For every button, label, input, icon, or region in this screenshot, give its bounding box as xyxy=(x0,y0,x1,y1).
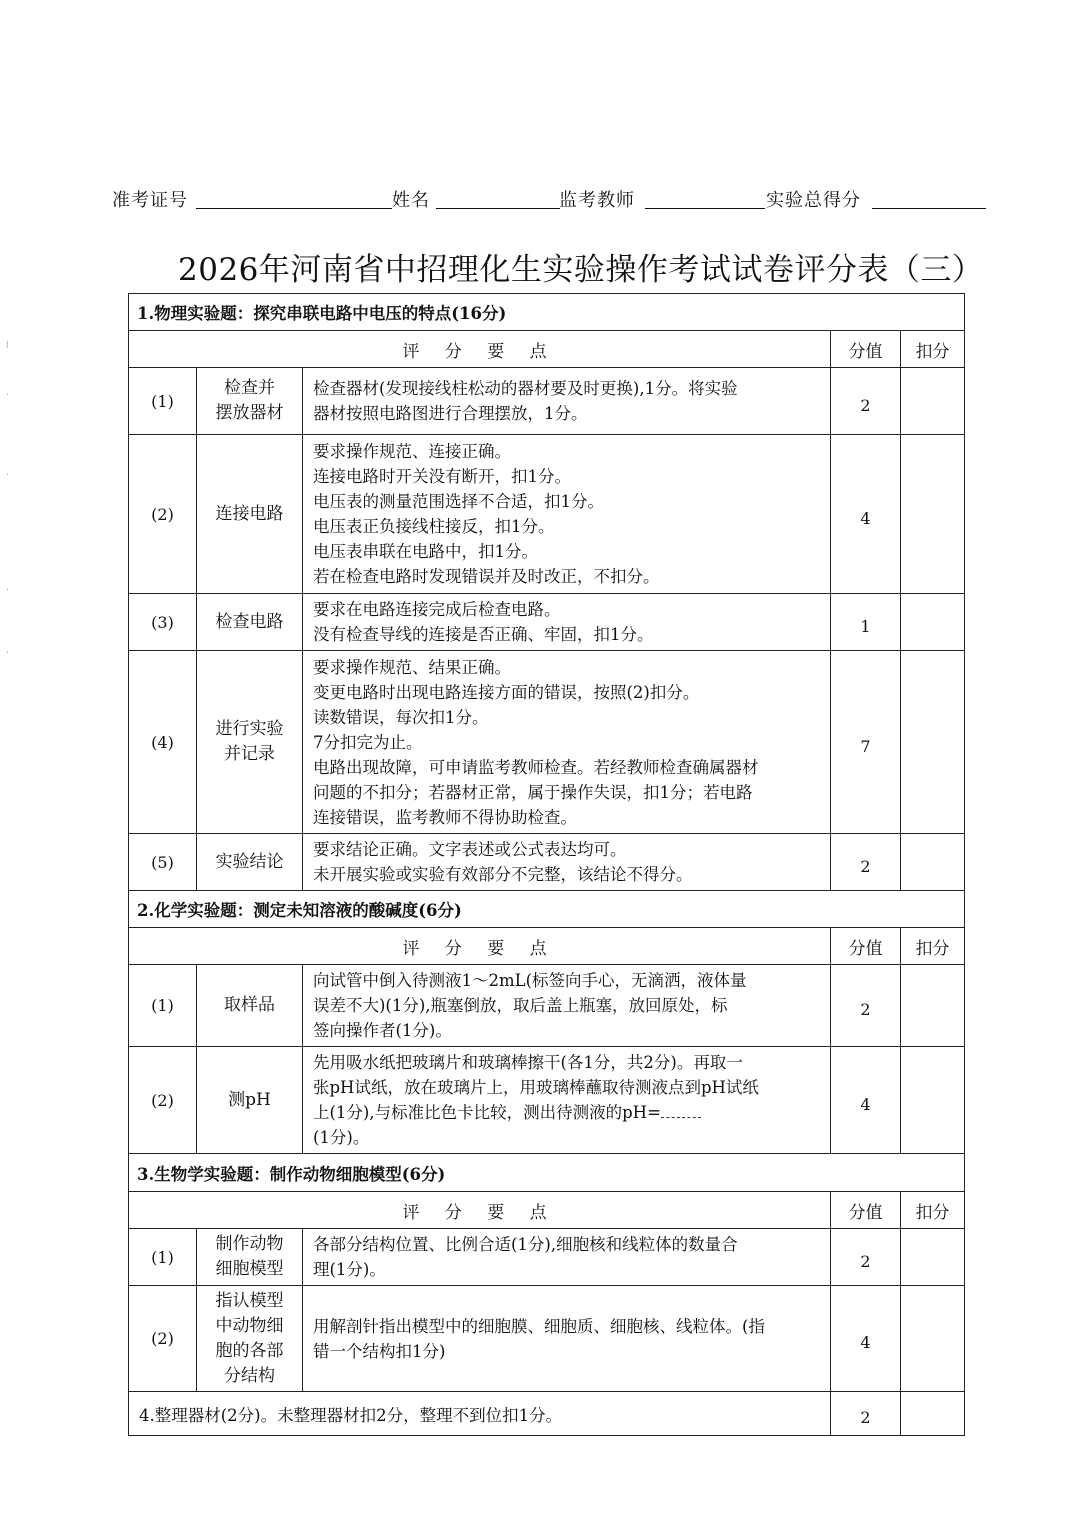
criteria-text: 各部分结构位置、比例合适(1分),细胞核和线粒体的数量合 理(1分)。 xyxy=(303,1229,831,1286)
row-number: (3) xyxy=(129,594,197,651)
name-label: 姓名 xyxy=(392,190,430,211)
scan-mark: · xyxy=(6,585,10,596)
row-number: (2) xyxy=(129,1047,197,1154)
deduction-cell[interactable] xyxy=(901,965,965,1047)
deduction-cell[interactable] xyxy=(901,368,965,435)
section-title: 3.生物学实验题：制作动物细胞模型(6分) xyxy=(129,1154,965,1192)
criteria-text: 先用吸水纸把玻璃片和玻璃棒擦干(各1分，共2分)。再取一 张pH试纸，放在玻璃片上，用玻璃棒蘸取待测液点到pH试纸 上(1分),与标准比色卡比较，测出待测液的pH= (1分)。 xyxy=(303,1047,831,1154)
point-value: 2 xyxy=(831,368,901,435)
row-number: (2) xyxy=(129,1286,197,1392)
point-value: 2 xyxy=(831,1392,901,1436)
deduct-header: 扣分 xyxy=(901,331,965,368)
column-header-row xyxy=(129,331,965,368)
name-blank[interactable] xyxy=(436,208,560,209)
section-title-row xyxy=(129,891,965,928)
point-value: 4 xyxy=(831,1286,901,1392)
item-name: 进行实验 并记录 xyxy=(197,651,303,834)
scan-mark: · xyxy=(6,648,10,659)
point-value: 2 xyxy=(831,965,901,1047)
deduction-cell[interactable] xyxy=(901,594,965,651)
point-value: 4 xyxy=(831,1047,901,1154)
deduction-cell[interactable] xyxy=(901,1229,965,1286)
tidy-equipment-text: 4.整理器材(2分)。未整理器材扣2分，整理不到位扣1分。 xyxy=(129,1392,831,1436)
page-title: 2026年河南省中招理化生实验操作考试试卷评分表（三） xyxy=(178,252,984,288)
row-number: (5) xyxy=(129,834,197,891)
section-title-row xyxy=(129,294,965,331)
item-name: 测pH xyxy=(197,1047,303,1154)
proctor-label: 监考教师 xyxy=(559,190,635,211)
item-name: 制作动物 细胞模型 xyxy=(197,1229,303,1286)
item-name: 连接电路 xyxy=(197,435,303,594)
value-header: 分值 xyxy=(831,331,901,368)
deduction-cell[interactable] xyxy=(901,1286,965,1392)
item-name: 指认模型 中动物细 胞的各部 分结构 xyxy=(197,1286,303,1392)
deduction-cell[interactable] xyxy=(901,1392,965,1436)
row-number: (1) xyxy=(129,368,197,435)
table-row xyxy=(129,834,965,891)
ph-answer-blank[interactable] xyxy=(661,1103,701,1118)
table-row xyxy=(129,435,965,594)
deduct-header: 扣分 xyxy=(901,928,965,965)
proctor-blank[interactable] xyxy=(645,208,765,209)
deduction-cell[interactable] xyxy=(901,435,965,594)
table-row xyxy=(129,368,965,435)
row-number: (1) xyxy=(129,965,197,1047)
item-name: 取样品 xyxy=(197,965,303,1047)
point-value: 2 xyxy=(831,1229,901,1286)
column-header-row xyxy=(129,1192,965,1229)
row-number: (2) xyxy=(129,435,197,594)
criteria-text: 用解剖针指出模型中的细胞膜、细胞质、细胞核、线粒体。(指 错一个结构扣1分) xyxy=(303,1286,831,1392)
column-header-row xyxy=(129,928,965,965)
table-row xyxy=(129,1229,965,1286)
exam-id-blank[interactable] xyxy=(196,208,392,209)
row-number: (1) xyxy=(129,1229,197,1286)
point-value: 2 xyxy=(831,834,901,891)
points-header: 评 分 要 点 xyxy=(129,331,831,368)
item-name: 检查电路 xyxy=(197,594,303,651)
item-name: 检查并 摆放器材 xyxy=(197,368,303,435)
criteria-text: 要求结论正确。文字表述或公式表达均可。 未开展实验或实验有效部分不完整，该结论不得分。 xyxy=(303,834,831,891)
points-header: 评 分 要 点 xyxy=(129,1192,831,1229)
scan-mark: · xyxy=(6,390,10,401)
table-row xyxy=(129,965,965,1047)
table-row xyxy=(129,594,965,651)
deduction-cell[interactable] xyxy=(901,651,965,834)
point-value: 1 xyxy=(831,594,901,651)
deduct-header: 扣分 xyxy=(901,1192,965,1229)
value-header: 分值 xyxy=(831,1192,901,1229)
criteria-text: 检查器材(发现接线柱松动的器材要及时更换),1分。将实验 器材按照电路图进行合理摆放，1分。 xyxy=(303,368,831,435)
value-header: 分值 xyxy=(831,928,901,965)
table-row xyxy=(129,1047,965,1154)
deduction-cell[interactable] xyxy=(901,834,965,891)
criteria-text: 要求操作规范、结果正确。 变更电路时出现电路连接方面的错误，按照(2)扣分。 读数错误，每次扣1分。 7分扣完为止。 电路出现故障，可申请监考教师检查。若经教师检查确属器材 问题的不扣分；若器材正常，属于操作失误，扣1分；若电路 连接错误，监考教师不得协助检查。 xyxy=(303,651,831,834)
section-title: 1.物理实验题：探究串联电路中电压的特点(16分) xyxy=(129,294,965,331)
table-row xyxy=(129,1392,965,1436)
scan-mark: ⁞ xyxy=(6,340,9,351)
item-name: 实验结论 xyxy=(197,834,303,891)
table-row xyxy=(129,651,965,834)
point-value: 7 xyxy=(831,651,901,834)
total-score-blank[interactable] xyxy=(872,208,986,209)
criteria-text: 要求操作规范、连接正确。 连接电路时开关没有断开，扣1分。 电压表的测量范围选择不合适，扣1分。 电压表正负接线柱接反，扣1分。 电压表串联在电路中，扣1分。 若在检查电路时发现错误并及时改正，不扣分。 xyxy=(303,435,831,594)
row-number: (4) xyxy=(129,651,197,834)
point-value: 4 xyxy=(831,435,901,594)
scoring-table xyxy=(128,293,965,1436)
table-row xyxy=(129,1286,965,1392)
section-title: 2.化学实验题：测定未知溶液的酸碱度(6分) xyxy=(129,891,965,928)
total-score-label: 实验总得分 xyxy=(766,190,861,211)
exam-id-label: 准考证号 xyxy=(112,190,188,211)
criteria-text: 要求在电路连接完成后检查电路。 没有检查导线的连接是否正确、牢固，扣1分。 xyxy=(303,594,831,651)
deduction-cell[interactable] xyxy=(901,1047,965,1154)
criteria-text: 向试管中倒入待测液1～2mL(标签向手心，无滴洒，液体量 误差不大)(1分),瓶塞倒放，取后盖上瓶塞，放回原处，标 签向操作者(1分)。 xyxy=(303,965,831,1047)
candidate-info-line xyxy=(112,186,992,214)
scan-mark: · xyxy=(6,470,10,481)
points-header: 评 分 要 点 xyxy=(129,928,831,965)
section-title-row xyxy=(129,1154,965,1192)
